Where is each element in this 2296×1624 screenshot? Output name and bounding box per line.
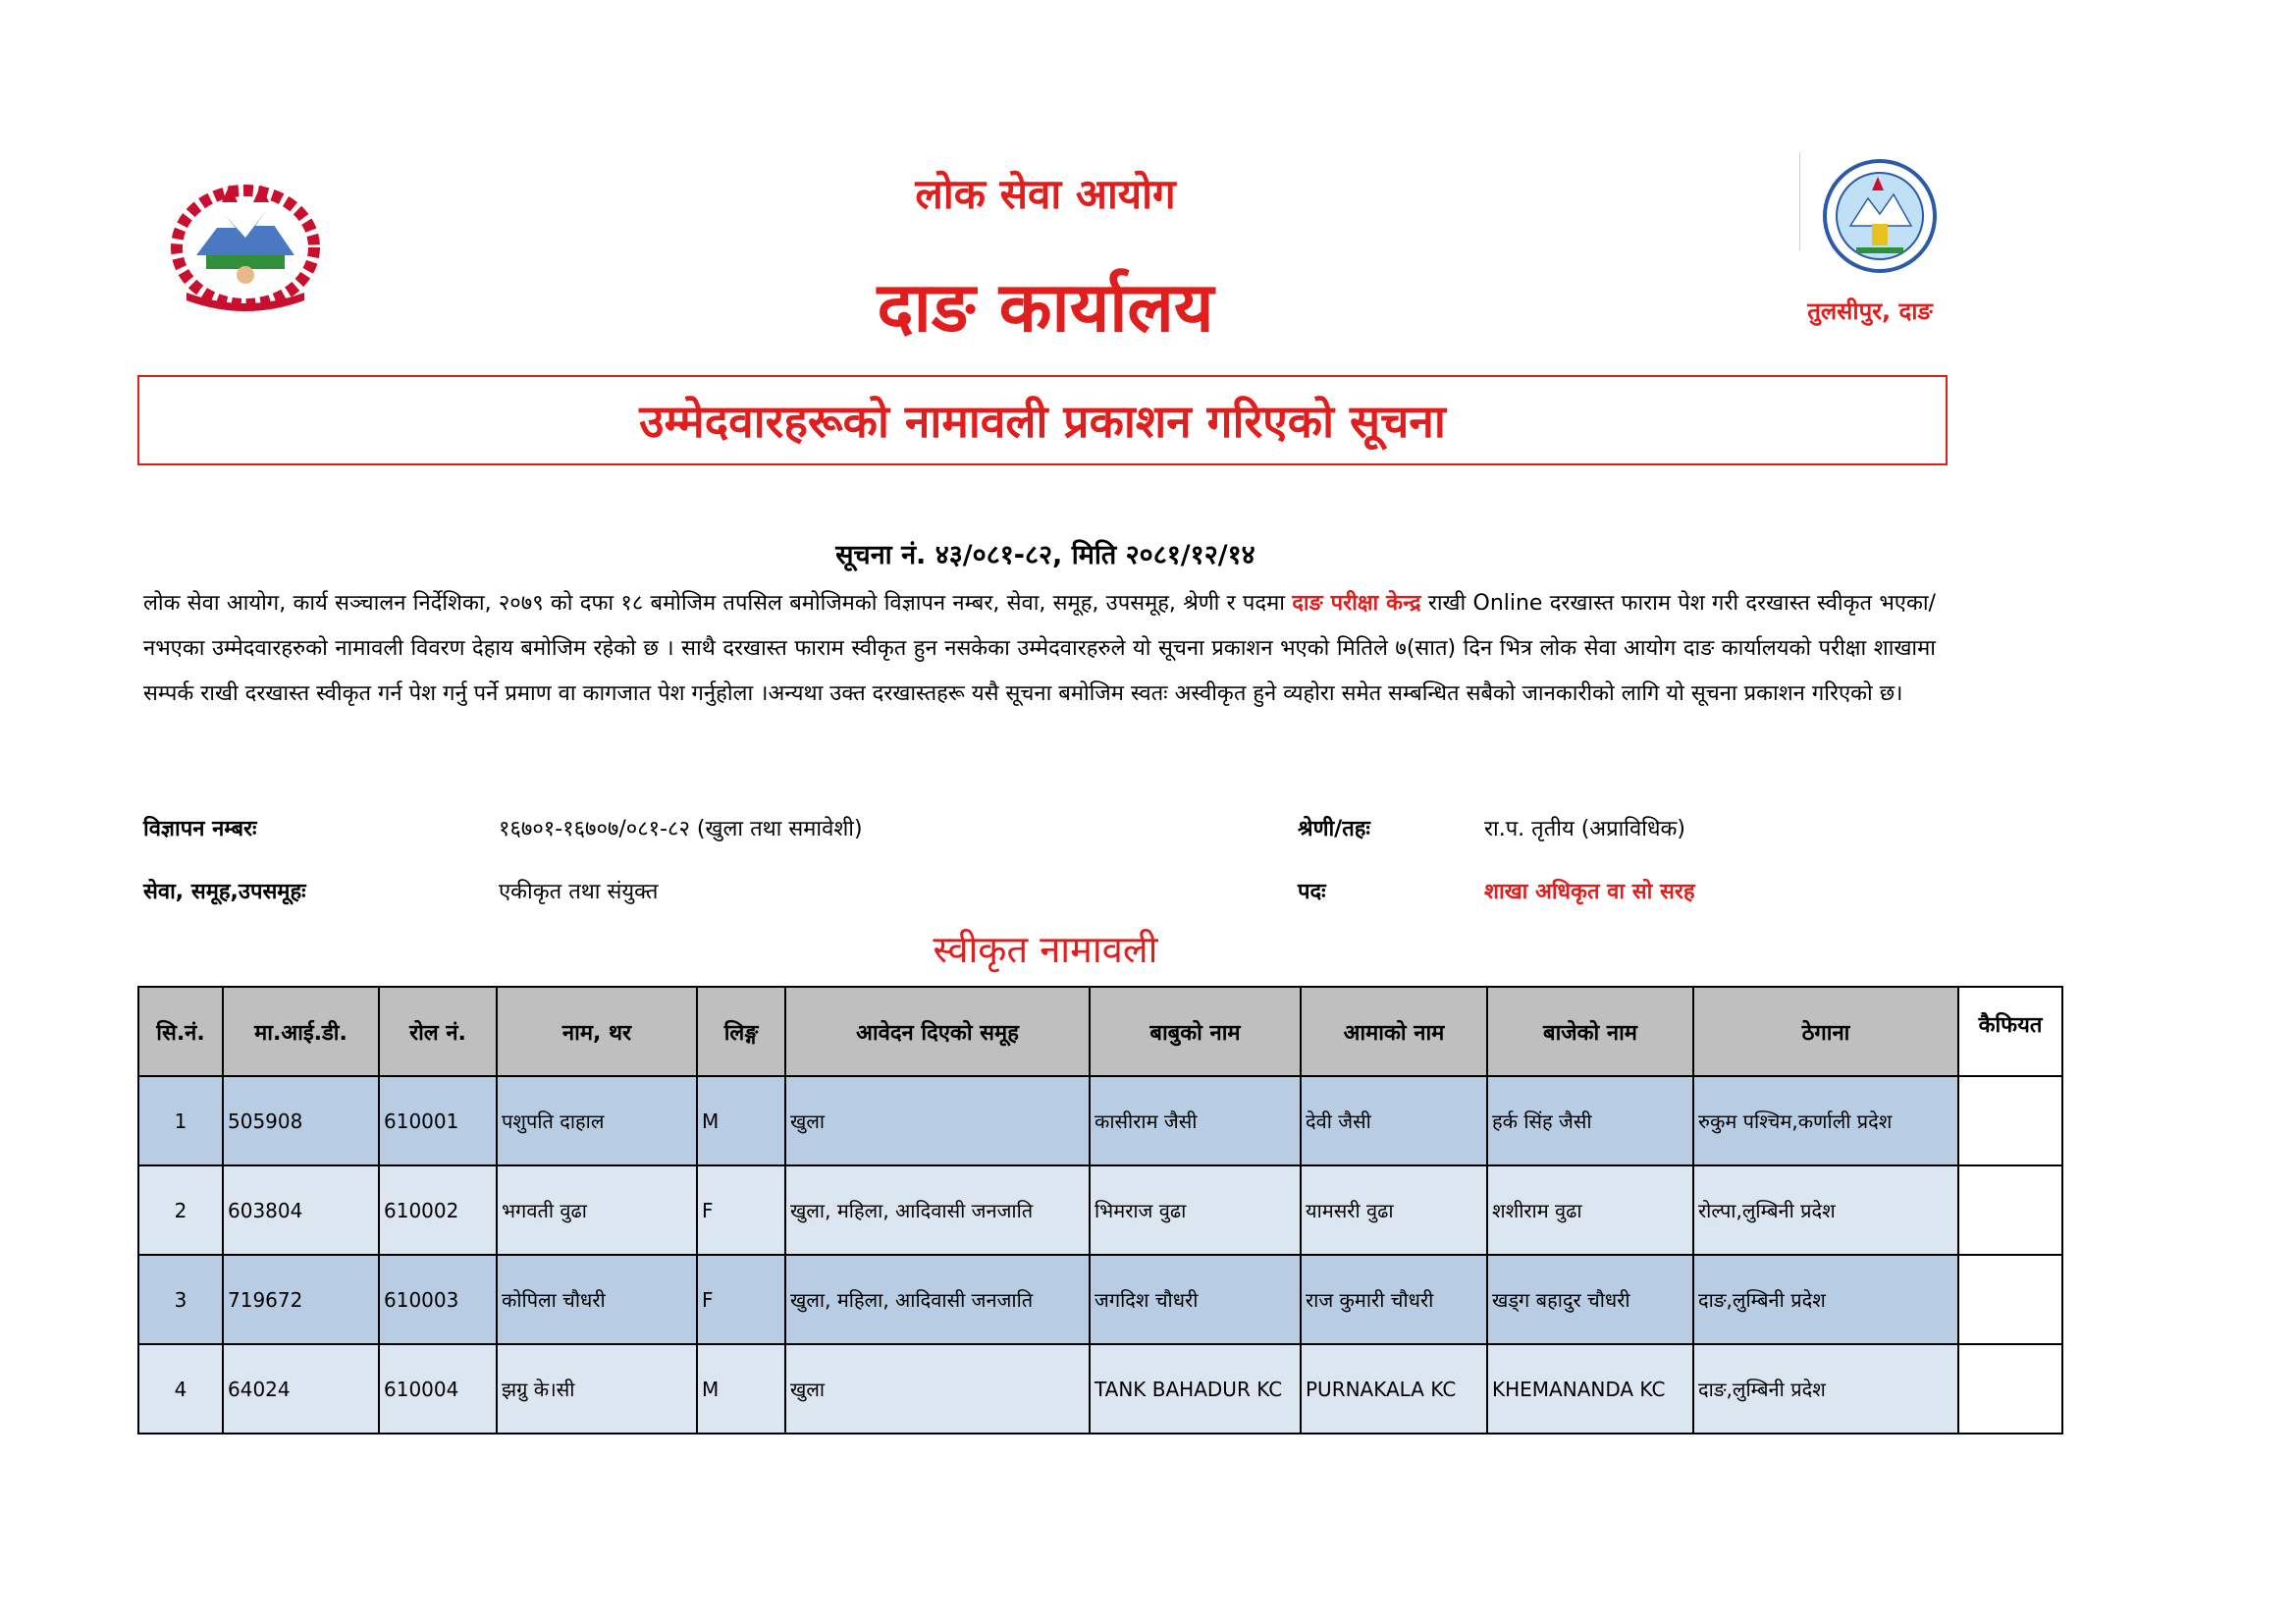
post-value: शाखा अधिकृत वा सो सरह bbox=[1484, 880, 1695, 904]
table-row bbox=[138, 1344, 2062, 1434]
notice-body-part1: लोक सेवा आयोग, कार्य सञ्चालन निर्देशिका, २०७९ को दफा १८ बमोजिम तपसिल बमोजिमको विज्ञापन नम्बर, सेवा, समूह, उपसमूह, श्रेणी र पदमा bbox=[143, 591, 1293, 616]
table-row bbox=[138, 1255, 2062, 1344]
header-father: बाबुको नाम bbox=[1090, 987, 1301, 1076]
cell-address: दाङ,लुम्बिनी प्रदेश bbox=[1693, 1344, 1958, 1434]
cell-grandfather: KHEMANANDA KC bbox=[1487, 1344, 1693, 1434]
cell-remarks bbox=[1958, 1076, 2062, 1165]
cell-group: खुला, महिला, आदिवासी जनजाति bbox=[785, 1255, 1090, 1344]
cell-gender: M bbox=[697, 1076, 785, 1165]
notice-banner: उम्मेदवारहरूको नामावली प्रकाशन गरिएको सूचना bbox=[137, 375, 1948, 465]
cell-sn: 2 bbox=[138, 1165, 223, 1255]
level-value: रा.प. तृतीय (अप्राविधिक) bbox=[1484, 817, 1685, 841]
cell-address: दाङ,लुम्बिनी प्रदेश bbox=[1693, 1255, 1958, 1344]
cell-master-id: 719672 bbox=[223, 1255, 379, 1344]
cell-address: रोल्पा,लुम्बिनी प्रदेश bbox=[1693, 1165, 1958, 1255]
cell-address: रुकुम पश्चिम,कर्णाली प्रदेश bbox=[1693, 1076, 1958, 1165]
post-label: पदः bbox=[1298, 880, 1326, 904]
service-value: एकीकृत तथा संयुक्त bbox=[499, 880, 659, 904]
header-roll-no: रोल नं. bbox=[379, 987, 497, 1076]
service-label: सेवा, समूह,उपसमूहः bbox=[143, 880, 306, 904]
header-master-id: मा.आई.डी. bbox=[223, 987, 379, 1076]
cell-remarks bbox=[1958, 1255, 2062, 1344]
candidate-table bbox=[137, 986, 2063, 1435]
header-group: आवेदन दिएको समूह bbox=[785, 987, 1090, 1076]
cell-name: भगवती वुढा bbox=[497, 1165, 697, 1255]
cell-group: खुला, महिला, आदिवासी जनजाति bbox=[785, 1165, 1090, 1255]
cell-grandfather: शशीराम वुढा bbox=[1487, 1165, 1693, 1255]
header-remarks: कैफियत bbox=[1958, 987, 2062, 1076]
table-row bbox=[138, 1165, 2062, 1255]
header-mother: आमाको नाम bbox=[1301, 987, 1487, 1076]
table-header-row bbox=[138, 987, 2062, 1076]
notice-body-part2: राखी Online दरखास्त फाराम पेश गरी दरखास्त स्वीकृत भएका/नभएका उम्मेदवारहरुको नामावली विवरण देहाय बमोजिम रहेको छ । साथै दरखास्त फाराम स्वीकृत हुन नसकेका उम्मेदवारहरुले यो सूचना प्रकाशन भएको मितिले ७(सात) दिन भित्र लोक सेवा आयोग दाङ कार्यालयको परीक्षा शाखामा सम्पर्क राखी दरखास्त स्वीकृत गर्न पेश गर्नु पर्ने प्रमाण वा कागजात पेश गर्नुहोला ।अन्यथा उक्त दरखास्तहरू यसै सूचना बमोजिम स्वतः अस्वीकृत हुने व्यहोरा समेत सम्बन्धित सबैको जानकारीको लागि यो सूचना प्रकाशन गरिएको छ। bbox=[143, 591, 1936, 706]
cell-mother: राज कुमारी चौधरी bbox=[1301, 1255, 1487, 1344]
cell-roll-no: 610003 bbox=[379, 1255, 497, 1344]
header-sn: सि.नं. bbox=[138, 987, 223, 1076]
cell-master-id: 603804 bbox=[223, 1165, 379, 1255]
cell-sn: 4 bbox=[138, 1344, 223, 1434]
cell-father: TANK BAHADUR KC bbox=[1090, 1344, 1301, 1434]
cell-father: जगदिश चौधरी bbox=[1090, 1255, 1301, 1344]
header-address: ठेगाना bbox=[1693, 987, 1958, 1076]
office-location: तुलसीपुर, दाङ bbox=[1807, 298, 1933, 325]
cell-roll-no: 610004 bbox=[379, 1344, 497, 1434]
cell-group: खुला bbox=[785, 1076, 1090, 1165]
cell-grandfather: हर्क सिंह जैसी bbox=[1487, 1076, 1693, 1165]
cell-mother: PURNAKALA KC bbox=[1301, 1344, 1487, 1434]
cell-roll-no: 610002 bbox=[379, 1165, 497, 1255]
cell-master-id: 64024 bbox=[223, 1344, 379, 1434]
table-row bbox=[138, 1076, 2062, 1165]
notice-number: सूचना नं. ४३/०८१-८२, मिति २०८१/१२/१४ bbox=[835, 540, 1255, 570]
advertisement-label: विज्ञापन नम्बरः bbox=[143, 817, 257, 841]
level-label: श्रेणी/तहः bbox=[1298, 817, 1370, 841]
cell-name: कोपिला चौधरी bbox=[497, 1255, 697, 1344]
cell-name: पशुपति दाहाल bbox=[497, 1076, 697, 1165]
cell-gender: F bbox=[697, 1165, 785, 1255]
cell-remarks bbox=[1958, 1344, 2062, 1434]
approved-list-title: स्वीकृत नामावली bbox=[933, 928, 1158, 971]
header-gender: लिङ्ग bbox=[697, 987, 785, 1076]
org-title: लोक सेवा आयोग bbox=[915, 170, 1176, 218]
cell-mother: देवी जैसी bbox=[1301, 1076, 1487, 1165]
cell-gender: F bbox=[697, 1255, 785, 1344]
cell-remarks bbox=[1958, 1165, 2062, 1255]
cell-sn: 1 bbox=[138, 1076, 223, 1165]
cell-name: झग्रु के।सी bbox=[497, 1344, 697, 1434]
cell-mother: यामसरी वुढा bbox=[1301, 1165, 1487, 1255]
header-name: नाम, थर bbox=[497, 987, 697, 1076]
notice-body bbox=[143, 581, 1936, 717]
cell-sn: 3 bbox=[138, 1255, 223, 1344]
cell-group: खुला bbox=[785, 1344, 1090, 1434]
exam-centre-highlight: दाङ परीक्षा केन्द्र bbox=[1292, 591, 1421, 616]
header-grandfather: बाजेको नाम bbox=[1487, 987, 1693, 1076]
advertisement-value: १६७०१-१६७०७/०८१-८२ (खुला तथा समावेशी) bbox=[499, 817, 863, 841]
cell-grandfather: खड्ग बहादुर चौधरी bbox=[1487, 1255, 1693, 1344]
office-title: दाङ कार्यालय bbox=[877, 267, 1214, 348]
cell-roll-no: 610001 bbox=[379, 1076, 497, 1165]
cell-father: भिमराज वुढा bbox=[1090, 1165, 1301, 1255]
cell-father: कासीराम जैसी bbox=[1090, 1076, 1301, 1165]
cell-master-id: 505908 bbox=[223, 1076, 379, 1165]
cell-gender: M bbox=[697, 1344, 785, 1434]
